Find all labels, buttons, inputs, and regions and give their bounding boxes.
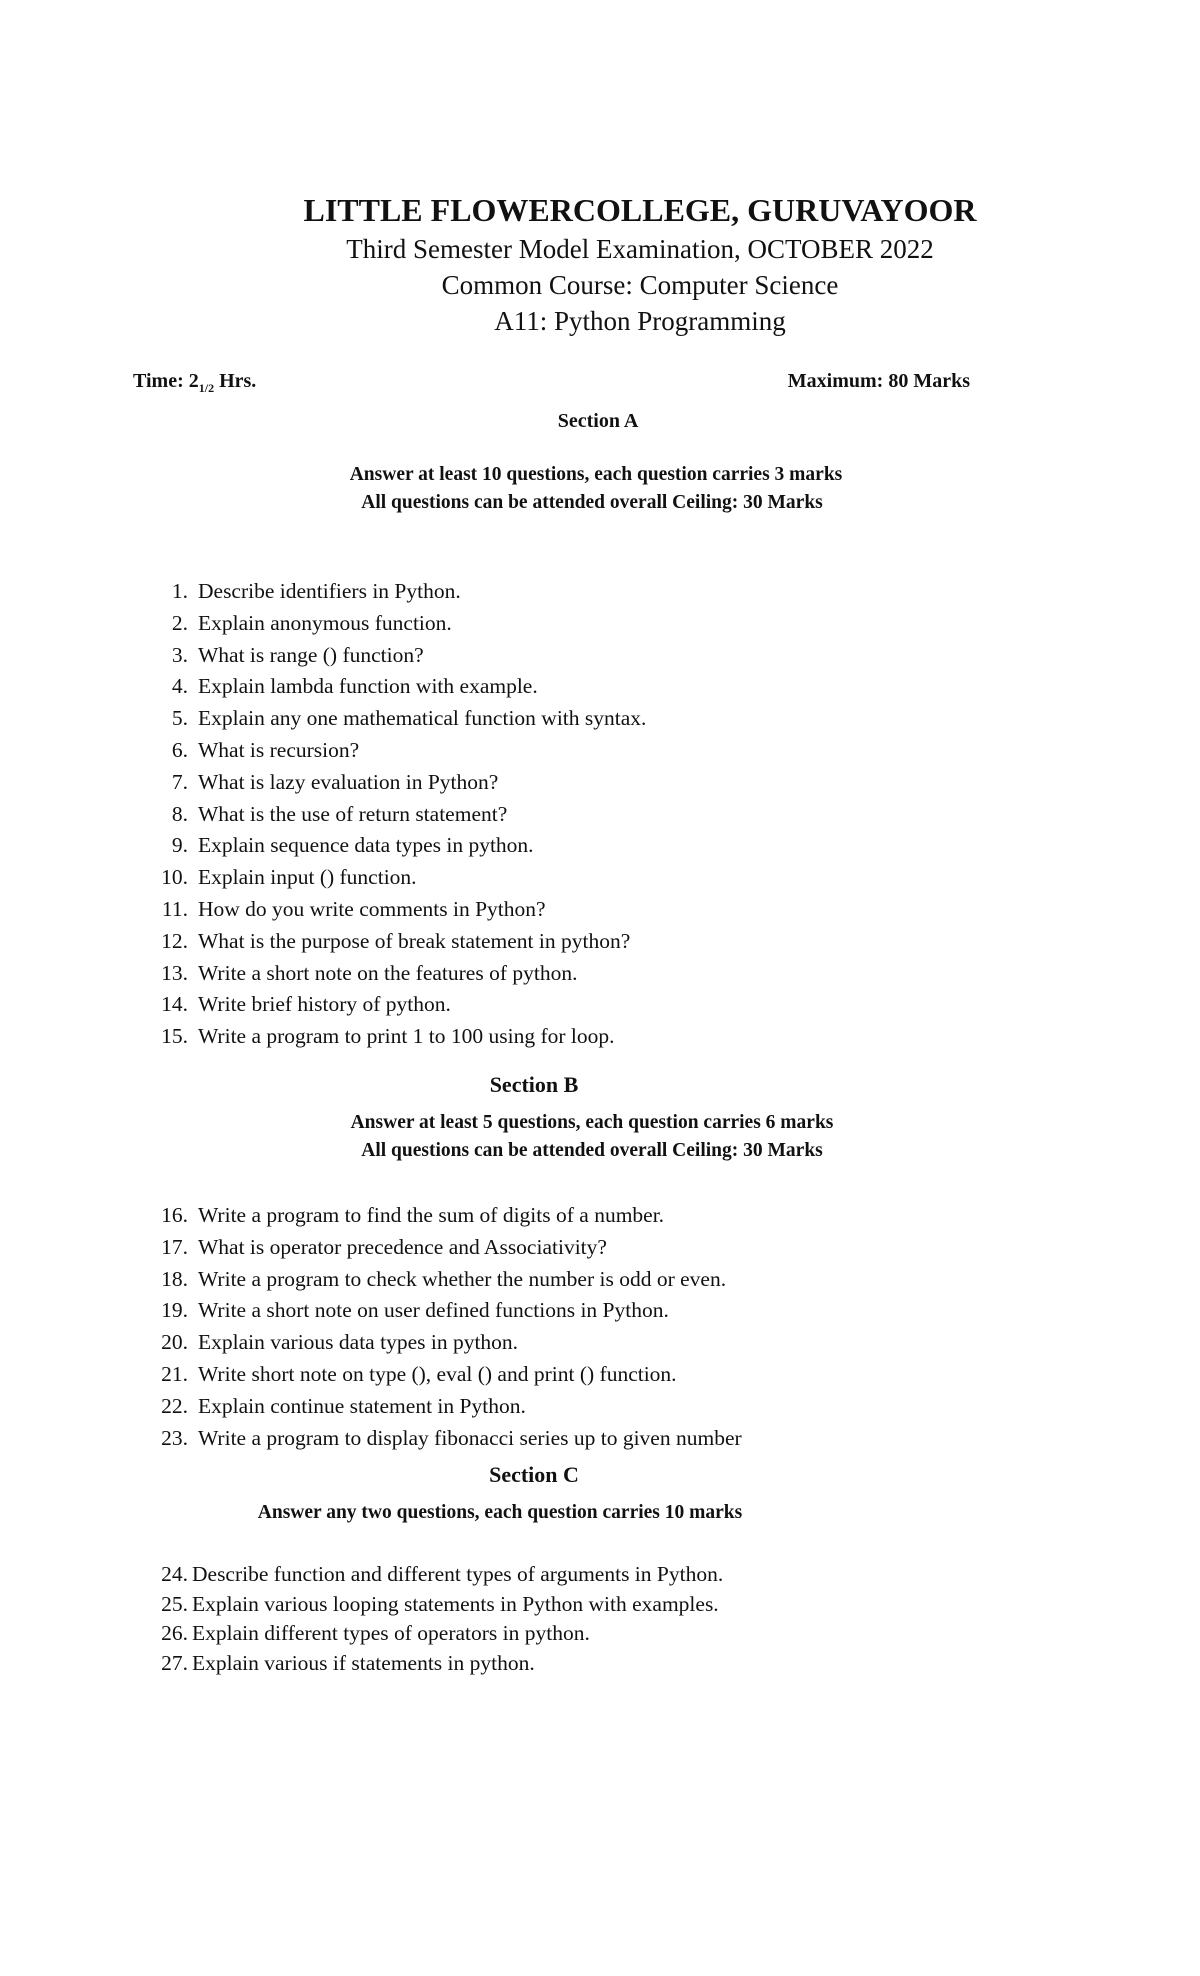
question-number: 20. [161,1330,188,1355]
question-number: 5. [171,706,188,731]
question-number: 22. [161,1393,188,1418]
exam-title: Third Semester Model Examination, OCTOBER 2022 [346,234,934,264]
question-text: Explain any one mathematical function with syntax. [198,706,647,731]
question-number: 26. [161,1621,188,1645]
question-text: What is lazy evaluation in Python? [198,769,499,794]
question-item [150,1391,742,1423]
section-a-title: Section A [557,410,639,432]
question-number: 9. [171,833,188,858]
question-text: Explain various if statements in python. [192,1650,535,1675]
question-number: 15. [161,1024,188,1049]
section-b-instruction-2: All questions can be attended overall Ceiling: 30 Marks [361,1140,823,1161]
question-number: 10. [161,865,188,890]
question-text: Explain continue statement in Python. [198,1393,526,1418]
question-text: Explain sequence data types in python. [198,833,534,858]
question-text: Write a program to print 1 to 100 using for loop. [198,1024,615,1049]
question-item [150,1021,646,1053]
section-c-instruction-1: Answer any two questions, each question carries 10 marks [257,1502,743,1523]
question-item [150,1619,723,1649]
question-item [150,1327,742,1359]
college-name: LITTLE FLOWERCOLLEGE, GURUVAYOOR [303,192,977,228]
section-c-questions [150,1560,723,1678]
question-number: 21. [161,1361,188,1386]
question-text: Write brief history of python. [198,992,451,1017]
time-allowed: Time: $2_{1/2}$ Hrs. [133,370,257,395]
question-text: Explain anonymous function. [198,610,452,635]
question-item [150,830,646,862]
section-a-questions [150,576,646,1053]
question-text: Explain various looping statements in Python with examples. [192,1591,719,1616]
question-text: Explain various data types in python. [198,1330,519,1355]
question-item [150,1295,742,1327]
question-text: Describe function and different types of arguments in Python. [192,1562,724,1586]
question-text: What is operator precedence and Associativity? [198,1234,607,1259]
section-b-title: Section B [489,1072,579,1097]
question-text: Write a short note on the features of python. [198,960,578,985]
question-item [150,894,646,926]
question-item [150,640,646,672]
maximum-marks: Maximum: 80 Marks [787,370,970,392]
question-number: 4. [171,674,188,699]
question-number: 18. [161,1266,188,1291]
section-a-instruction-1: Answer at least 10 questions, each question carries 3 marks [349,464,843,485]
question-number: 24. [161,1562,188,1586]
section-b-questions [150,1200,742,1454]
question-text: Write short note on type (), eval () and print () function. [198,1361,677,1386]
question-item [150,671,646,703]
question-text: Describe identifiers in Python. [198,579,461,603]
question-text: Write a program to check whether the number is odd or even. [198,1266,727,1291]
question-number: 16. [161,1203,188,1227]
question-number: 7. [171,769,188,794]
question-number: 6. [171,737,188,762]
paper-title: A11: Python Programming [494,306,786,336]
question-item [150,926,646,958]
question-item [150,989,646,1021]
question-item [150,958,646,990]
question-item [150,1560,723,1590]
question-number: 1. [171,579,188,603]
question-item [150,576,646,608]
question-number: 3. [171,642,188,667]
question-text: Explain different types of operators in python. [192,1621,590,1645]
question-item [150,1649,723,1679]
question-text: Write a program to display fibonacci series up to given number [198,1425,742,1450]
question-number: 2. [171,610,188,635]
question-item [150,1264,742,1296]
question-text: What is the purpose of break statement in python? [198,928,631,953]
question-number: 8. [171,801,188,826]
question-item [150,1590,723,1620]
question-text: Explain input () function. [198,865,417,890]
question-text: Explain lambda function with example. [198,674,538,699]
question-item [150,735,646,767]
course-title: Common Course: Computer Science [441,270,839,300]
question-item [150,703,646,735]
section-a-instruction-2: All questions can be attended overall Ceiling: 30 Marks [361,492,823,513]
question-text: What is the use of return statement? [198,801,508,826]
question-number: 11. [161,896,188,921]
question-text: Write a program to find the sum of digits of a number. [198,1203,665,1227]
question-text: Write a short note on user defined functions in Python. [198,1298,669,1323]
question-number: 25. [161,1591,188,1616]
question-item [150,1359,742,1391]
question-item [150,1200,742,1232]
question-text: What is range () function? [198,642,424,667]
question-item [150,767,646,799]
question-item [150,862,646,894]
question-number: 23. [161,1425,188,1450]
question-text: What is recursion? [198,737,360,762]
question-number: 27. [161,1650,188,1675]
question-number: 17. [161,1234,188,1259]
question-number: 14. [161,992,188,1017]
question-number: 19. [161,1298,188,1323]
question-item [150,608,646,640]
question-number: 12. [161,928,188,953]
section-c-title: Section C [489,1462,579,1487]
question-text: How do you write comments in Python? [198,896,546,921]
section-b-instruction-1: Answer at least 5 questions, each question carries 6 marks [350,1112,834,1133]
question-item [150,1423,742,1455]
question-number: 13. [161,960,188,985]
question-item [150,799,646,831]
question-item [150,1232,742,1264]
